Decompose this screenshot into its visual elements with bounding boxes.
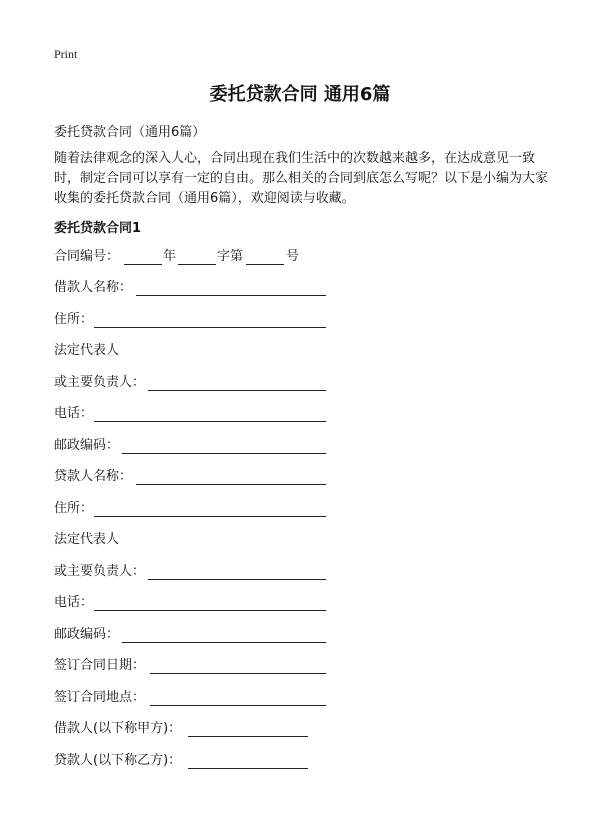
field-lender-principal: 或主要负责人：	[54, 564, 146, 579]
section-heading: 委托贷款合同1	[54, 221, 142, 236]
field-signing-date-blank	[150, 673, 326, 674]
field-lender-phone: 电话：	[54, 595, 94, 610]
field-lender-name-blank	[136, 484, 326, 485]
field-signing-date: 签订合同日期：	[54, 658, 146, 673]
contract-number-row	[54, 248, 119, 266]
print-link[interactable]: Print	[54, 47, 78, 61]
field-borrower-legal-rep: 法定代表人	[54, 343, 120, 358]
field-lender-postcode: 邮政编码：	[54, 627, 120, 642]
contract-number-blank	[246, 264, 284, 265]
field-borrower-principal-blank	[148, 390, 326, 391]
contract-year-suffix: 年	[163, 249, 177, 264]
document-subtitle: 委托贷款合同（通用6篇）	[54, 125, 206, 140]
contract-word-blank	[178, 264, 216, 265]
field-borrower-postcode-blank	[122, 453, 326, 454]
field-party-b: 贷款人(以下称乙方)：	[54, 753, 182, 768]
contract-word-suffix: 字第	[217, 249, 244, 264]
field-borrower-address-blank	[94, 327, 326, 328]
field-lender-principal-blank	[148, 579, 326, 580]
field-lender-legal-rep: 法定代表人	[54, 532, 120, 547]
contract-number-label: 合同编号：	[54, 249, 120, 264]
field-lender-name: 贷款人名称：	[54, 469, 133, 484]
field-borrower-name-blank	[136, 295, 326, 296]
field-lender-address-blank	[94, 516, 326, 517]
field-borrower-phone: 电话：	[54, 406, 94, 421]
field-borrower-name: 借款人名称：	[54, 280, 133, 295]
intro-paragraph: 随着法律观念的深入人心，合同出现在我们生活中的次数越来越多，在达成意见一致时，制定合同可以享有一定的自由。那么相关的合同到底怎么写呢？以下是小编为大家收集的委托贷款合同（通用6篇），欢迎阅读与收藏。	[54, 151, 549, 206]
contract-number-suffix: 号	[286, 249, 300, 264]
field-borrower-address: 住所：	[54, 312, 94, 327]
document-title: 委托贷款合同 通用6篇	[209, 84, 391, 105]
field-borrower-postcode: 邮政编码：	[54, 438, 120, 453]
field-lender-address: 住所：	[54, 501, 94, 516]
field-borrower-phone-blank	[94, 421, 326, 422]
contract-year-blank	[124, 264, 162, 265]
field-signing-place: 签订合同地点：	[54, 690, 146, 705]
field-signing-place-blank	[150, 705, 326, 706]
field-party-a-blank	[188, 736, 308, 737]
field-lender-postcode-blank	[122, 642, 326, 643]
field-party-b-blank	[188, 768, 308, 769]
field-party-a: 借款人(以下称甲方)：	[54, 721, 182, 736]
field-borrower-principal: 或主要负责人：	[54, 375, 146, 390]
field-lender-phone-blank	[94, 610, 326, 611]
